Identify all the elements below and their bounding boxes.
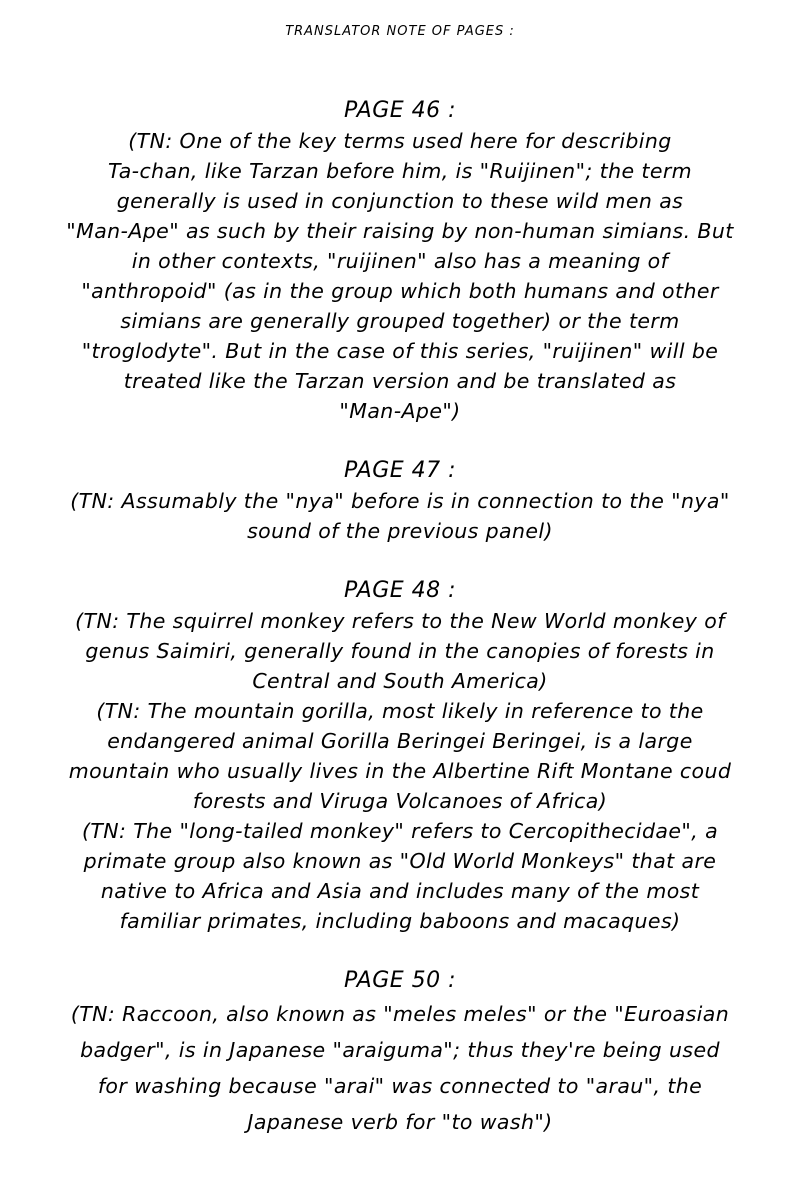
note-line: "troglodyte". But in the case of this series, "ruijinen" will be [81,339,719,363]
note-line: "Man-Ape" as such by their raising by non-human simians. But [66,219,734,243]
translator-note [14,996,786,1140]
note-line: genus Saimiri, generally found in the canopies of forests in [85,639,715,663]
section-page-47 [14,456,786,546]
section-heading: PAGE 48 : [343,578,457,603]
note-line: (TN: Raccoon, also known as "meles meles" or the "Euroasian [70,1002,730,1026]
translator-note [14,696,786,816]
note-line: generally is used in conjunction to these wild men as [116,189,684,213]
note-line: for washing because "arai" was connected to "arau", the [97,1074,703,1098]
section-page-48 [14,576,786,936]
note-line: (TN: The squirrel monkey refers to the New World monkey of [75,609,725,633]
note-line: (TN: The "long-tailed monkey" refers to Cercopithecidae", a [81,819,719,843]
note-line: (TN: Assumably the "nya" before is in connection to the "nya" [70,489,730,513]
translator-note [14,126,786,426]
note-line: "Man-Ape") [339,399,461,423]
section-heading: PAGE 46 : [343,98,457,123]
note-line: Ta-chan, like Tarzan before him, is "Ruijinen"; the term [107,159,693,183]
note-line: in other contexts, "ruijinen" also has a meaning of [131,249,669,273]
note-line: badger", is in Japanese "araiguma"; thus they're being used [80,1038,720,1062]
note-line: (TN: One of the key terms used here for describing [128,129,672,153]
note-line: "anthropoid" (as in the group which both humans and other [81,279,719,303]
note-line: sound of the previous panel) [247,519,553,543]
note-line: Japanese verb for "to wash") [247,1110,553,1134]
note-line: endangered animal Gorilla Beringei Beringei, is a large [107,729,693,753]
note-line: treated like the Tarzan version and be translated as [123,369,677,393]
section-page-46 [14,96,786,426]
section-page-50 [14,966,786,1140]
note-line: simians are generally grouped together) or the term [120,309,680,333]
note-line: (TN: The mountain gorilla, most likely in reference to the [96,699,704,723]
note-line: familiar primates, including baboons and macaques) [119,909,681,933]
note-line: forests and Viruga Volcanoes of Africa) [192,789,608,813]
note-line: Central and South America) [252,669,548,693]
section-heading: PAGE 50 : [343,968,457,993]
translator-note [14,816,786,936]
page-title: TRANSLATOR NOTE OF PAGES : [285,24,515,39]
translator-note [14,606,786,696]
note-line: mountain who usually lives in the Albertine Rift Montane coud [68,759,732,783]
note-line: primate group also known as "Old World Monkeys" that are [83,849,717,873]
section-heading: PAGE 47 : [343,458,457,483]
translator-note [14,486,786,546]
note-line: native to Africa and Asia and includes many of the most [100,879,700,903]
